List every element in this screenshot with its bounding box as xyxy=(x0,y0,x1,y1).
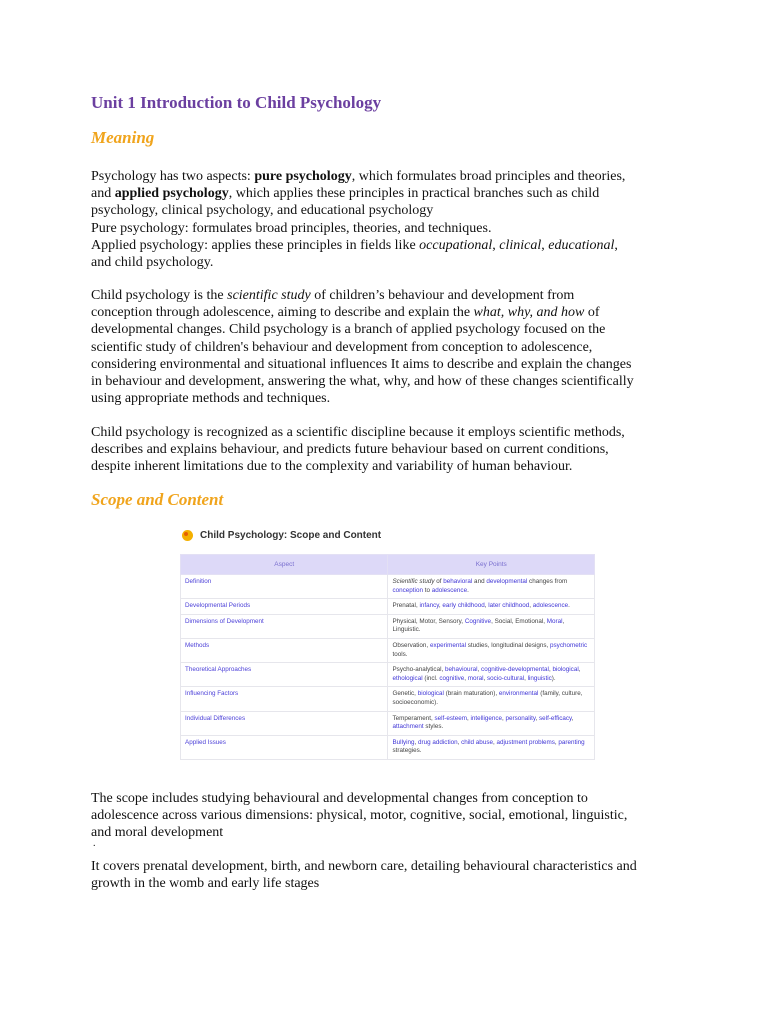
aspect-cell: Applied Issues xyxy=(181,735,388,759)
table-row xyxy=(181,599,595,615)
scope-table-image xyxy=(180,524,596,772)
scope-heading: Scope and Content xyxy=(91,490,224,509)
aspect-cell: Individual Differences xyxy=(181,711,388,735)
scope-table-body xyxy=(181,575,595,760)
column-header-key-points: Key Points xyxy=(388,555,595,575)
text-line: developmental changes. Child psychology is a branch of applied psychology focused on the xyxy=(91,322,606,338)
text-line: Applied psychology: applies these principles in fields like occupational, clinical, educational, xyxy=(91,237,618,253)
key-points-cell: Observation, experimental studies, longitudinal designs, psychometric tools. xyxy=(388,638,595,662)
scope-table-header xyxy=(180,524,596,546)
text-line: and child psychology. xyxy=(91,255,214,271)
text-line: considering environmental and situational influences It aims to describe and explain the changes xyxy=(91,356,632,372)
text-line: conception through adolescence, aiming to describe and explain the what, why, and how of xyxy=(91,305,600,321)
text-line: Child psychology is recognized as a scientific discipline because it employs scientific methods, xyxy=(91,425,625,440)
prenatal-paragraph xyxy=(91,858,681,892)
scope-table-header-row xyxy=(181,555,595,575)
text-line: and applied psychology, which applies these principles in practical branches such as child xyxy=(91,186,600,202)
aspect-cell: Methods xyxy=(181,638,388,662)
baby-face-icon xyxy=(182,530,193,541)
table-row xyxy=(181,687,595,711)
text-line: Psychology has two aspects: pure psychology, which formulates broad principles and theories, xyxy=(91,169,626,184)
aspect-cell: Dimensions of Development xyxy=(181,614,388,638)
aspect-cell: Developmental Periods xyxy=(181,599,388,615)
key-points-cell: Physical, Motor, Sensory, Cognitive, Social, Emotional, Moral, Linguistic. xyxy=(388,614,595,638)
key-points-cell: Prenatal, infancy, early childhood, later childhood, adolescence. xyxy=(388,599,595,615)
key-points-cell: Temperament, self-esteem, intelligence, personality, self-efficacy, attachment styles. xyxy=(388,711,595,735)
aspect-cell: Theoretical Approaches xyxy=(181,663,388,687)
text-line: despite inherent limitations due to the complexity and variability of human behaviour. xyxy=(91,459,573,475)
scope-table-title: Child Psychology: Scope and Content xyxy=(200,529,382,541)
text-line: using appropriate methods and techniques. xyxy=(91,391,331,407)
text-line: and moral development xyxy=(91,825,224,841)
text-line: It covers prenatal development, birth, and newborn care, detailing behavioural characteristics and xyxy=(91,859,637,874)
text-line: describes and explains behaviour, and predicts future behaviour based on current conditions, xyxy=(91,442,609,458)
text-line: adolescence across various dimensions: physical, motor, cognitive, social, emotional, linguistic, xyxy=(91,808,628,824)
definition-paragraph xyxy=(91,287,681,407)
table-row xyxy=(181,614,595,638)
key-points-cell: Bullying, drug addiction, child abuse, adjustment problems, parenting strategies. xyxy=(388,735,595,759)
stray-dot: . xyxy=(93,838,96,849)
key-points-cell: Scientific study of behavioral and developmental changes from conception to adolescence. xyxy=(388,575,595,599)
meaning-heading: Meaning xyxy=(91,128,155,147)
aspect-cell: Influencing Factors xyxy=(181,687,388,711)
meaning-paragraph xyxy=(91,168,681,271)
table-row xyxy=(181,638,595,662)
aspect-cell: Definition xyxy=(181,575,388,599)
key-points-cell: Genetic, biological (brain maturation), environmental (family, culture, socioeconomic). xyxy=(388,687,595,711)
table-row xyxy=(181,663,595,687)
text-line: psychology, clinical psychology, and educational psychology xyxy=(91,203,434,219)
table-row xyxy=(181,575,595,599)
key-points-cell: Psycho-analytical, behavioural, cognitive-developmental, biological, ethological (incl. cognitive, moral, socio-cultural, linguistic). xyxy=(388,663,595,687)
text-line: The scope includes studying behavioural and developmental changes from conception to xyxy=(91,791,588,806)
scope-paragraph xyxy=(91,790,681,842)
text-line: Child psychology is the scientific study of children’s behaviour and development from xyxy=(91,288,575,303)
text-line: growth in the womb and early life stages xyxy=(91,876,320,892)
text-line: Pure psychology: formulates broad principles, theories, and techniques. xyxy=(91,220,492,236)
text-line: scientific study of children's behaviour and development from conception to adolescence, xyxy=(91,339,593,355)
column-header-aspect: Aspect xyxy=(181,555,388,575)
table-row xyxy=(181,735,595,759)
text-line: in behaviour and development, answering the what, why, and how of these changes scientifically xyxy=(91,374,634,390)
page-title: Unit 1 Introduction to Child Psychology xyxy=(91,93,382,112)
discipline-paragraph xyxy=(91,424,681,476)
table-row xyxy=(181,711,595,735)
scope-table xyxy=(180,554,595,760)
